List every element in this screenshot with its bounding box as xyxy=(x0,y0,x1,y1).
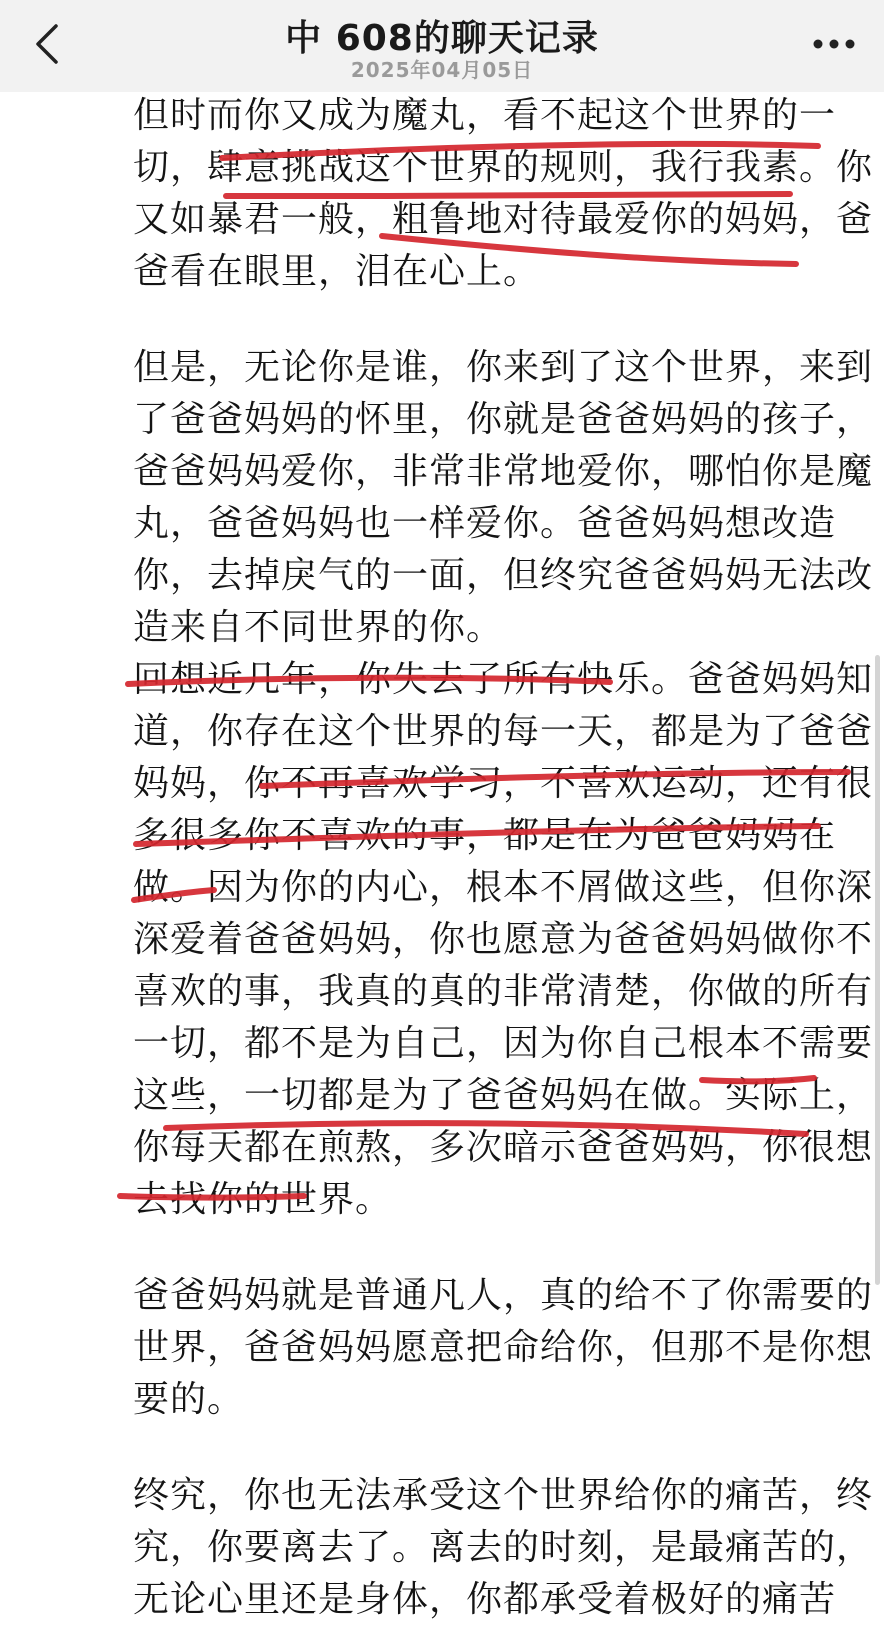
chat-date: 2025年04月05日 xyxy=(350,58,534,82)
text-line: 喜欢的事，我真的真的非常清楚，你做的所有 xyxy=(133,971,874,1012)
text-line: 造来自不同世界的你。 xyxy=(133,607,504,648)
text-line: 妈妈，你不再喜欢学习，不喜欢运动，还有很 xyxy=(133,763,874,804)
text-line: 做。因为你的内心，根本不屑做这些，但你深 xyxy=(133,867,874,908)
text-line: 切，肆意挑战这个世界的规则，我行我素。你 xyxy=(133,147,874,188)
more-horizontal-icon xyxy=(812,38,856,50)
text-line: 了爸爸妈妈的怀里，你就是爸爸妈妈的孩子， xyxy=(133,399,874,440)
text-line: 道，你存在这个世界的每一天，都是为了爸爸 xyxy=(133,711,874,752)
text-line: 世界，爸爸妈妈愿意把命给你，但那不是你想 xyxy=(133,1327,874,1368)
text-line: 爸爸妈妈就是普通凡人，真的给不了你需要的 xyxy=(133,1275,874,1316)
text-line: 你每天都在煎熬，多次暗示爸爸妈妈，你很想 xyxy=(133,1127,874,1168)
text-line: 要的。 xyxy=(133,1379,245,1420)
text-line: 丸，爸爸妈妈也一样爱你。爸爸妈妈想改造 xyxy=(133,503,837,544)
text-line: 深爱着爸爸妈妈，你也愿意为爸爸妈妈做你不 xyxy=(133,919,874,960)
text-line: 回想近几年，你失去了所有快乐。爸爸妈妈知 xyxy=(133,659,874,700)
page-title: 中 608的聊天记录 xyxy=(285,18,599,59)
text-line: 你，去掉戾气的一面，但终究爸爸妈妈无法改 xyxy=(133,555,874,596)
text-line: 但是，无论你是谁，你来到了这个世界，来到 xyxy=(133,347,874,388)
scrollbar[interactable] xyxy=(875,655,880,1285)
text-line: 终究，你也无法承受这个世界给你的痛苦，终 xyxy=(133,1475,874,1516)
text-line: 又如暴君一般，粗鲁地对待最爱你的妈妈，爸 xyxy=(133,199,874,240)
text-line: 爸看在眼里，泪在心上。 xyxy=(133,251,541,292)
text-line: 但时而你又成为魔丸，看不起这个世界的一 xyxy=(133,95,837,136)
more-options-button[interactable] xyxy=(806,22,862,66)
text-line: 一切，都不是为自己，因为你自己根本不需要 xyxy=(133,1023,874,1064)
text-line: 这些，一切都是为了爸爸妈妈在做。实际上， xyxy=(133,1075,874,1116)
message-body[interactable] xyxy=(0,92,884,1620)
text-line: 无论心里还是身体，你都承受着极好的痛苦 xyxy=(133,1579,837,1620)
text-line: 爸爸妈妈爱你，非常非常地爱你，哪怕你是魔 xyxy=(133,451,874,492)
text-line: 去找你的世界。 xyxy=(133,1179,393,1220)
chat-history-header xyxy=(0,0,884,92)
text-line: 究，你要离去了。离去的时刻，是最痛苦的， xyxy=(133,1527,874,1568)
text-line: 多很多你不喜欢的事，都是在为爸爸妈妈在 xyxy=(133,815,837,856)
